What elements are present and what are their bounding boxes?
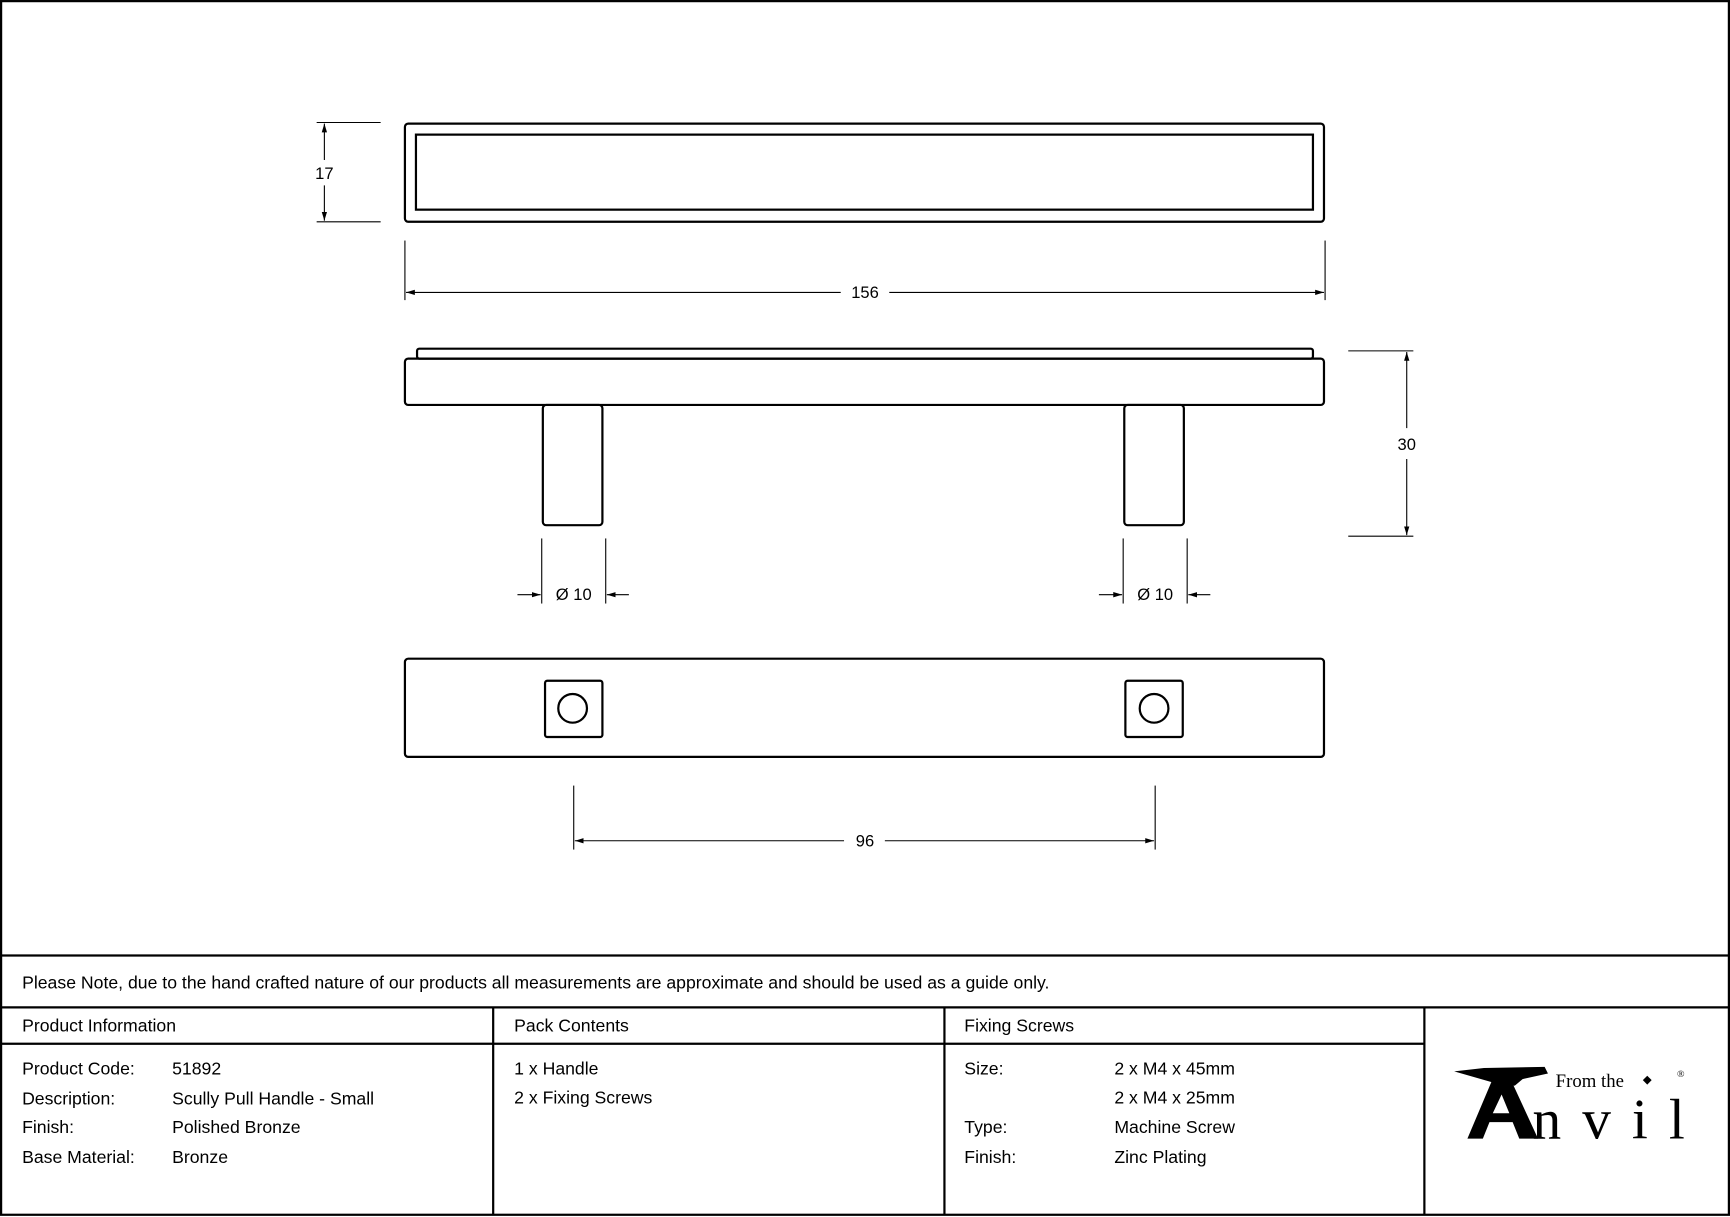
finish-value: Polished Bronze	[172, 1117, 301, 1138]
page-border	[1, 1, 1729, 1215]
top-view	[405, 124, 1324, 222]
base-material-label: Base Material:	[22, 1146, 135, 1167]
fixing-screws-header: Fixing Screws	[964, 1015, 1075, 1036]
info-table	[1, 955, 1729, 1214]
screw-size-label: Size:	[964, 1058, 1004, 1079]
screw-finish-value: Zinc Plating	[1114, 1146, 1207, 1167]
dimension-height	[315, 122, 380, 221]
screw-finish-label: Finish:	[964, 1146, 1017, 1167]
measurement-note: Please Note, due to the hand crafted nature of our products all measurements are approximate and should be used as a guide only.	[22, 972, 1050, 993]
side-view	[405, 349, 1324, 526]
description-value: Scully Pull Handle - Small	[172, 1088, 375, 1109]
dimension-projection	[1348, 351, 1416, 536]
svg-text:®: ®	[1677, 1068, 1685, 1080]
product-code-value: 51892	[172, 1058, 222, 1079]
from-the-anvil-logo	[1454, 1067, 1685, 1152]
base-material-value: Bronze	[172, 1146, 229, 1167]
bottom-view	[405, 659, 1324, 757]
svg-text:nvil: nvil	[1532, 1088, 1685, 1152]
dimension-leg-left	[517, 538, 628, 604]
description-label: Description:	[22, 1088, 116, 1109]
pack-item: 2 x Fixing Screws	[514, 1087, 653, 1108]
dim-leg-right-label: Ø 10	[1137, 585, 1174, 605]
dim-leg-left-label: Ø 10	[555, 585, 592, 605]
pack-item: 1 x Handle	[514, 1058, 599, 1079]
dim-30-label: 30	[1397, 435, 1416, 455]
dimension-length	[405, 241, 1325, 302]
screw-size-value-2: 2 x M4 x 25mm	[1114, 1087, 1235, 1108]
svg-text:From the: From the	[1555, 1070, 1624, 1092]
product-code-label: Product Code:	[22, 1058, 135, 1079]
screw-type-label: Type:	[964, 1117, 1008, 1138]
dim-156-label: 156	[851, 282, 879, 302]
screw-size-value: 2 x M4 x 45mm	[1114, 1058, 1235, 1079]
pack-contents-header: Pack Contents	[514, 1015, 629, 1036]
dim-96-label: 96	[855, 831, 875, 851]
product-info-header: Product Information	[22, 1015, 177, 1036]
dimension-centres	[574, 786, 1155, 851]
dimension-leg-right	[1099, 538, 1210, 604]
dim-17-label: 17	[315, 163, 334, 183]
screw-type-value: Machine Screw	[1114, 1117, 1235, 1138]
finish-label: Finish:	[22, 1117, 75, 1138]
